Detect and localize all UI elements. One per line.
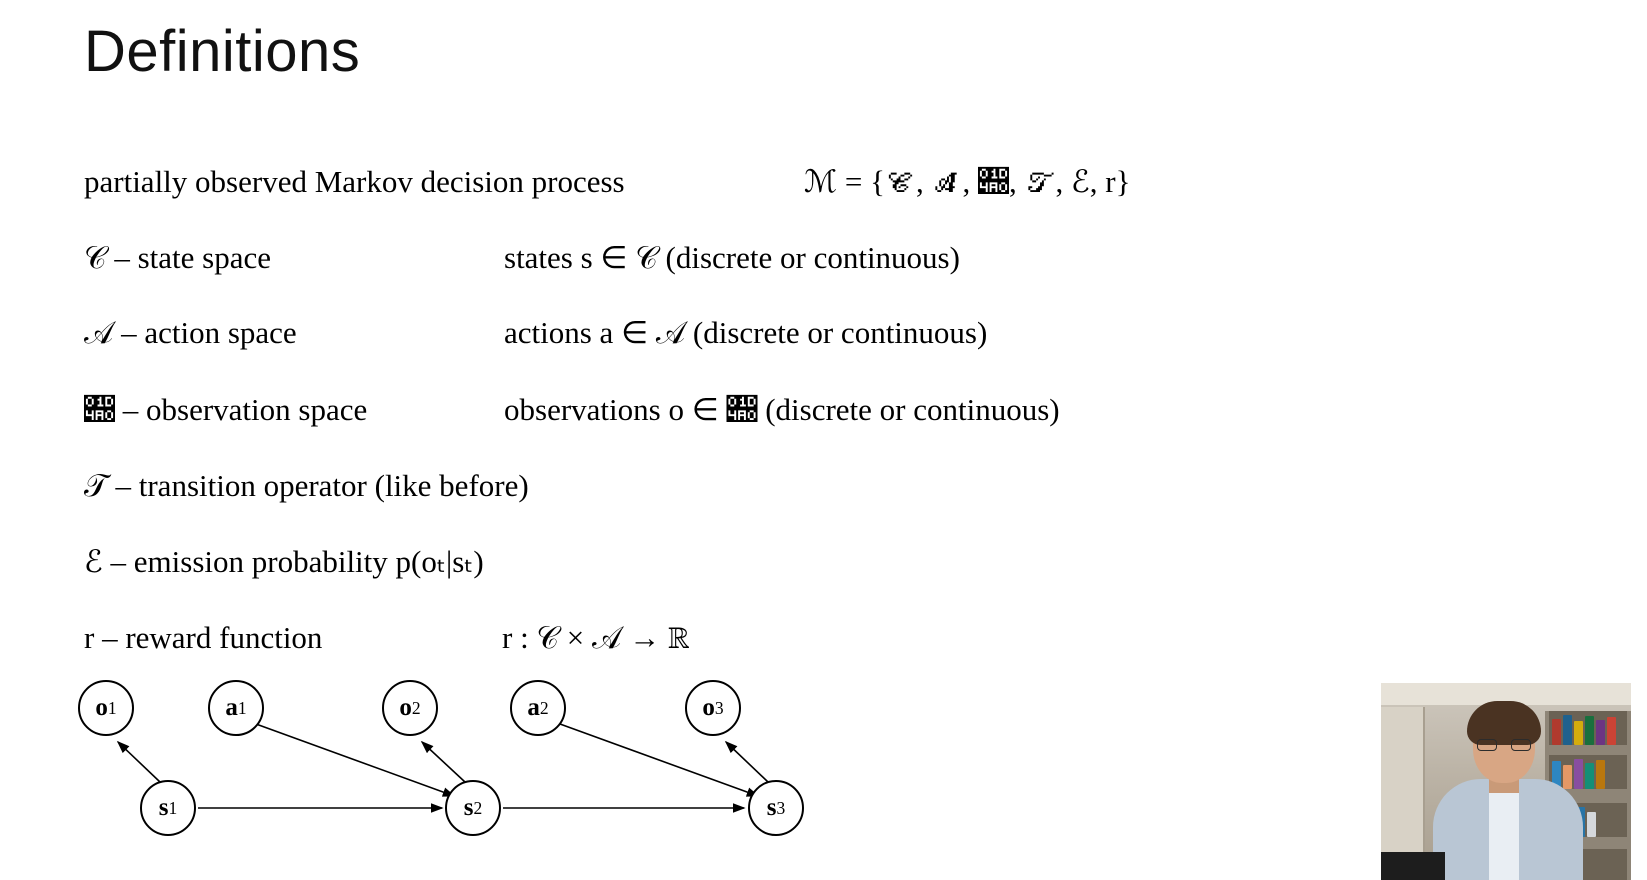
graph-node-a2 bbox=[510, 680, 566, 736]
graph-node-s2-index: 2 bbox=[473, 797, 483, 818]
definition-row-state bbox=[84, 240, 1384, 286]
book bbox=[1596, 760, 1605, 789]
definition-formula-reward: r : 𝒞 × 𝒜 → ℝ bbox=[502, 620, 690, 655]
definition-term-observation: 𝒠 – observation space bbox=[84, 392, 368, 427]
definition-term-reward: r – reward function bbox=[84, 620, 323, 655]
book bbox=[1585, 716, 1594, 745]
book bbox=[1607, 717, 1616, 745]
definition-term-state: 𝒞 – state space bbox=[84, 240, 271, 275]
book bbox=[1563, 715, 1572, 745]
book bbox=[1563, 765, 1572, 789]
bookshelf-row-1 bbox=[1549, 711, 1627, 745]
graph-node-o3 bbox=[685, 680, 741, 736]
definition-row-pomdp bbox=[84, 164, 1384, 210]
definition-formula-action: actions a ∈ 𝒜 (discrete or continuous) bbox=[504, 315, 988, 350]
graph-node-o2 bbox=[382, 680, 438, 736]
definition-term-transition: 𝒯 – transition operator (like before) bbox=[84, 468, 529, 503]
graph-node-s2 bbox=[445, 780, 501, 836]
webcam-desk bbox=[1381, 852, 1445, 880]
graph-node-s1-index: 1 bbox=[168, 797, 178, 818]
definition-term-emission: ℰ – emission probability p(oₜ|sₜ) bbox=[84, 544, 484, 579]
graph-node-s3 bbox=[748, 780, 804, 836]
definition-formula-pomdp: ℳ = {𝒞, 𝒜, 𝒠, 𝒯, ℰ, r} bbox=[804, 164, 1131, 199]
graph-node-a1-index: 1 bbox=[237, 697, 247, 718]
webcam-person-glasses bbox=[1477, 739, 1531, 751]
graph-node-s2-letter: s bbox=[463, 794, 474, 821]
bookshelf-row-2 bbox=[1549, 755, 1627, 789]
book bbox=[1574, 759, 1583, 789]
graph-node-a1-letter: a bbox=[225, 694, 238, 721]
graph-node-s3-letter: s bbox=[766, 794, 777, 821]
definition-term-pomdp: partially observed Markov decision process bbox=[84, 164, 625, 199]
definition-row-transition bbox=[84, 468, 1384, 514]
graph-node-s3-index: 3 bbox=[776, 797, 786, 818]
graph-node-o3-letter: o bbox=[702, 694, 715, 721]
definition-formula-observation: observations o ∈ 𝒠 (discrete or continuous) bbox=[504, 392, 1060, 427]
graph-node-a2-letter: a bbox=[527, 694, 540, 721]
graph-node-a2-index: 2 bbox=[539, 697, 549, 718]
webcam-person-shirt bbox=[1489, 785, 1519, 880]
definition-formula-state: states s ∈ 𝒞 (discrete or continuous) bbox=[504, 240, 960, 275]
book bbox=[1587, 812, 1596, 837]
graph-node-o1 bbox=[78, 680, 134, 736]
book bbox=[1552, 719, 1561, 745]
book bbox=[1574, 721, 1583, 745]
definition-term-action: 𝒜 – action space bbox=[84, 315, 297, 350]
definition-row-observation bbox=[84, 392, 1384, 438]
definition-row-emission bbox=[84, 544, 1384, 590]
graph-node-o2-letter: o bbox=[399, 694, 412, 721]
book bbox=[1596, 720, 1605, 745]
graph-node-o3-index: 3 bbox=[714, 697, 724, 718]
graph-node-s1-letter: s bbox=[158, 794, 169, 821]
page-title: Definitions bbox=[84, 19, 361, 84]
book bbox=[1585, 763, 1594, 789]
definition-row-reward bbox=[84, 620, 1384, 666]
graph-node-o1-letter: o bbox=[95, 694, 108, 721]
definitions-list bbox=[0, 150, 1647, 680]
webcam-overlay[interactable] bbox=[1381, 683, 1631, 880]
graph-node-a1 bbox=[208, 680, 264, 736]
graph-node-o1-index: 1 bbox=[107, 697, 117, 718]
graph-node-s1 bbox=[140, 780, 196, 836]
graph-node-o2-index: 2 bbox=[411, 697, 421, 718]
pomdp-graph bbox=[60, 670, 860, 880]
definition-row-action bbox=[84, 315, 1384, 361]
